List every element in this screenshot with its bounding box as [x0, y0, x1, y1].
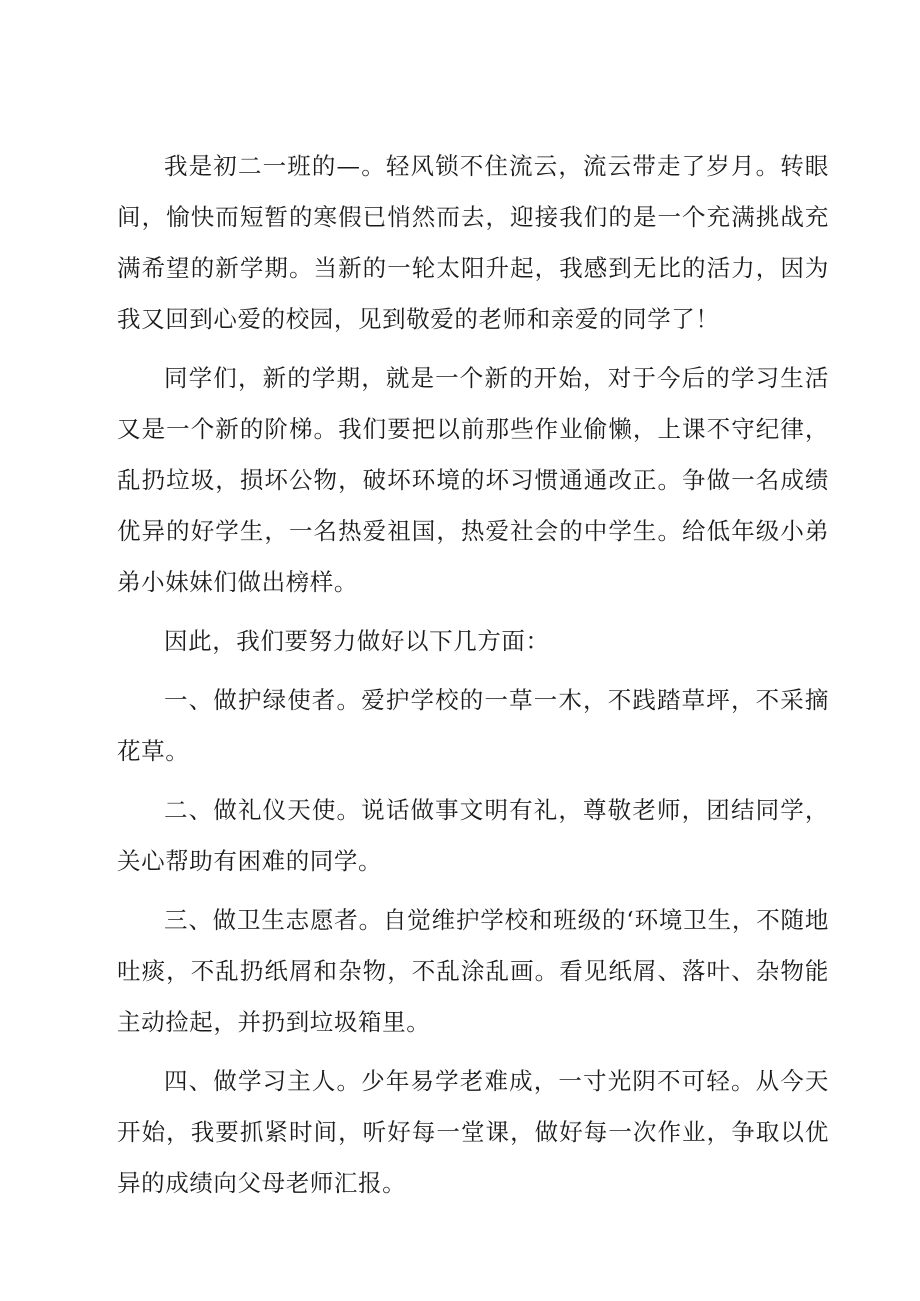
paragraph-therefore: 因此，我们要努力做好以下几方面：	[164, 627, 550, 655]
paragraph-point-4: 四、做学习主人。少年易学老难成，一寸光阴不可轻。从今天开始，我要抓紧时间，听好每一堂课，做好每一次作业，争取以优异的成绩向父母老师汇报。	[117, 1067, 829, 1197]
paragraph-new-semester: 同学们，新的学期，就是一个新的开始，对于今后的学习生活又是一个新的阶梯。我们要把以前那些作业偷懒，上课不守纪律，乱扔垃圾，损坏公物，破坏环境的坏习惯通通改正。争做一名成绩优异的好学生，一名热爱祖国，热爱社会的中学生。给低年级小弟弟小妹妹们做出榜样。	[117, 364, 829, 596]
paragraph-point-2: 二、做礼仪天使。说话做事文明有礼，尊敬老师，团结同学，关心帮助有困难的同学。	[117, 796, 829, 875]
paragraph-point-3: 三、做卫生志愿者。自觉维护学校和班级的‘环境卫生，不随地吐痰，不乱扔纸屑和杂物，不乱涂乱画。看见纸屑、落叶、杂物能主动捡起，并扔到垃圾箱里。	[117, 906, 829, 1036]
paragraph-intro: 我是初二一班的—。轻风锁不住流云，流云带走了岁月。转眼间，愉快而短暂的寒假已悄然而去，迎接我们的是一个充满挑战充满希望的新学期。当新的一轮太阳升起，我感到无比的活力，因为我又回到心爱的校园，见到敬爱的老师和亲爱的同学了！	[117, 152, 829, 333]
paragraph-point-1: 一、做护绿使者。爱护学校的一草一木，不践踏草坪，不采摘花草。	[117, 686, 829, 765]
document-body	[117, 141, 829, 1217]
